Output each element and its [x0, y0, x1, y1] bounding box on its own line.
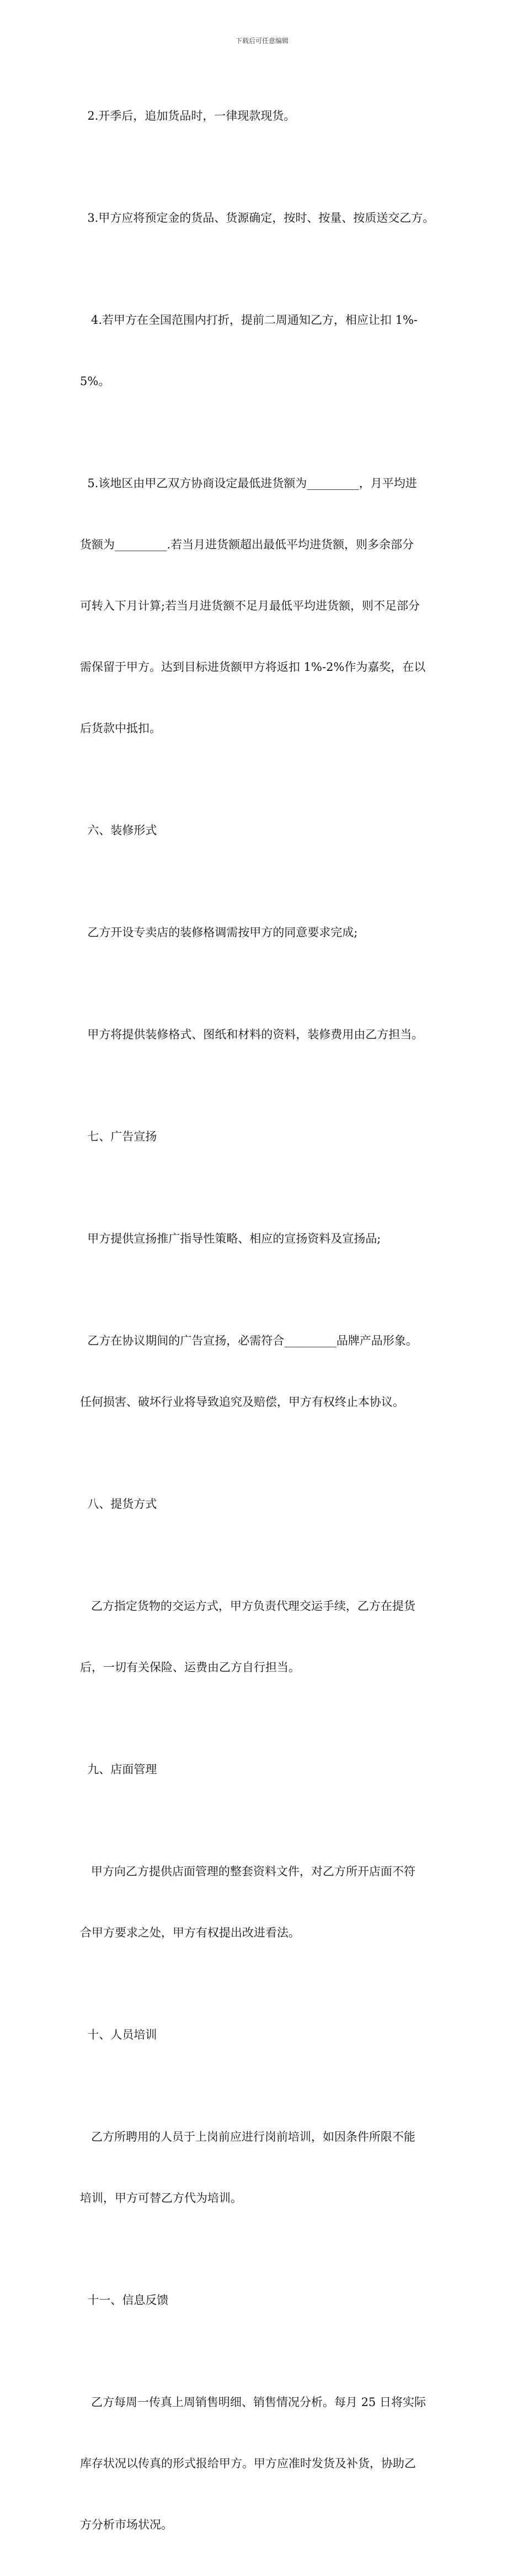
paragraph-2 — [80, 167, 450, 269]
paragraph-10 — [80, 1290, 450, 1453]
text-line: 十、人员培训 — [80, 2028, 157, 2041]
text-line: 3.甲方应将预定金的货品、货源确定，按时、按量、按质送交乙方。 — [80, 211, 435, 225]
section-heading-training — [80, 1984, 450, 2086]
text-line: 培训，甲方可替乙方代为培训。 — [80, 2191, 242, 2205]
text-line: 九、店面管理 — [80, 1763, 157, 1776]
section-heading-feedback — [80, 2249, 450, 2351]
document-body — [80, 65, 450, 2576]
text-line: 甲方提供宣扬推广指导性策略、相应的宣扬资料及宣扬品; — [80, 1232, 381, 1245]
text-line: 库存状况以传真的形式报给甲方。甲方应准时发货及补货，协助乙 — [80, 2457, 416, 2470]
text-line: 4.若甲方在全国范围内打折，提前二周通知乙方，相应让扣 1%- — [80, 313, 418, 327]
paragraph-4 — [80, 433, 450, 780]
text-line: 乙方所聘用的人员于上岗前应进行岗前培训，如因条件所限不能 — [80, 2130, 416, 2143]
text-line: 需保留于甲方。达到目标进货额甲方将返扣 1%-2%作为嘉奖，在以 — [80, 660, 426, 674]
paragraph-6 — [80, 882, 450, 984]
text-line: 乙方在协议期间的广告宣扬，必需符合_________品牌产品形象。 — [80, 1334, 418, 1347]
text-line: 七、广告宣扬 — [80, 1130, 157, 1143]
text-line: 六、装修形式 — [80, 824, 157, 837]
paragraph-18 — [80, 2351, 450, 2576]
text-line: 后，一切有关保险、运费由乙方自行担当。 — [80, 1661, 300, 1674]
text-line: 方分析市场状况。 — [80, 2518, 173, 2531]
paragraph-3 — [80, 269, 450, 433]
text-line: 八、提货方式 — [80, 1497, 157, 1511]
text-line: 乙方开设专卖店的装修格调需按甲方的同意要求完成; — [80, 926, 358, 939]
paragraph-7 — [80, 984, 450, 1086]
page-header: 下载后可任意编辑 — [235, 37, 288, 45]
text-line: 乙方每周一传真上周销售明细、销售情况分析。每月 25 日将实际 — [80, 2396, 426, 2409]
section-heading-decoration — [80, 780, 450, 882]
paragraph-1 — [80, 65, 450, 167]
text-line: 2.开季后，追加货品时，一律现款现货。 — [80, 109, 296, 122]
text-line: 可转入下月计算;若当月进货额不足月最低平均进货额，则不足部分 — [80, 599, 420, 612]
section-heading-advertising — [80, 1086, 450, 1188]
paragraph-12 — [80, 1555, 450, 1719]
text-line: 货额为_________.若当月进货额超出最低平均进货额，则多余部分 — [80, 538, 414, 551]
paragraph-16 — [80, 2086, 450, 2249]
text-line: 甲方将提供装修格式、图纸和材料的资料，装修费用由乙方担当。 — [80, 1028, 424, 1041]
text-line: 乙方指定货物的交运方式，甲方负责代理交运手续，乙方在提货 — [80, 1599, 416, 1613]
section-heading-store-management — [80, 1719, 450, 1821]
text-line: 十一、信息反馈 — [80, 2294, 169, 2307]
text-line: 任何损害、破坏行业将导致追究及赔偿，甲方有权终止本协议。 — [80, 1395, 404, 1409]
text-line: 5%。 — [80, 375, 110, 388]
paragraph-14 — [80, 1821, 450, 1984]
text-line: 合甲方要求之处，甲方有权提出改进看法。 — [80, 1926, 300, 1939]
text-line: 后货款中抵扣。 — [80, 722, 161, 735]
section-heading-pickup — [80, 1453, 450, 1555]
text-line: 甲方向乙方提供店面管理的整套资料文件，对乙方所开店面不符 — [80, 1865, 416, 1878]
text-line: 5.该地区由甲乙双方协商设定最低进货额为_________，月平均进 — [80, 477, 417, 490]
paragraph-9 — [80, 1188, 450, 1290]
